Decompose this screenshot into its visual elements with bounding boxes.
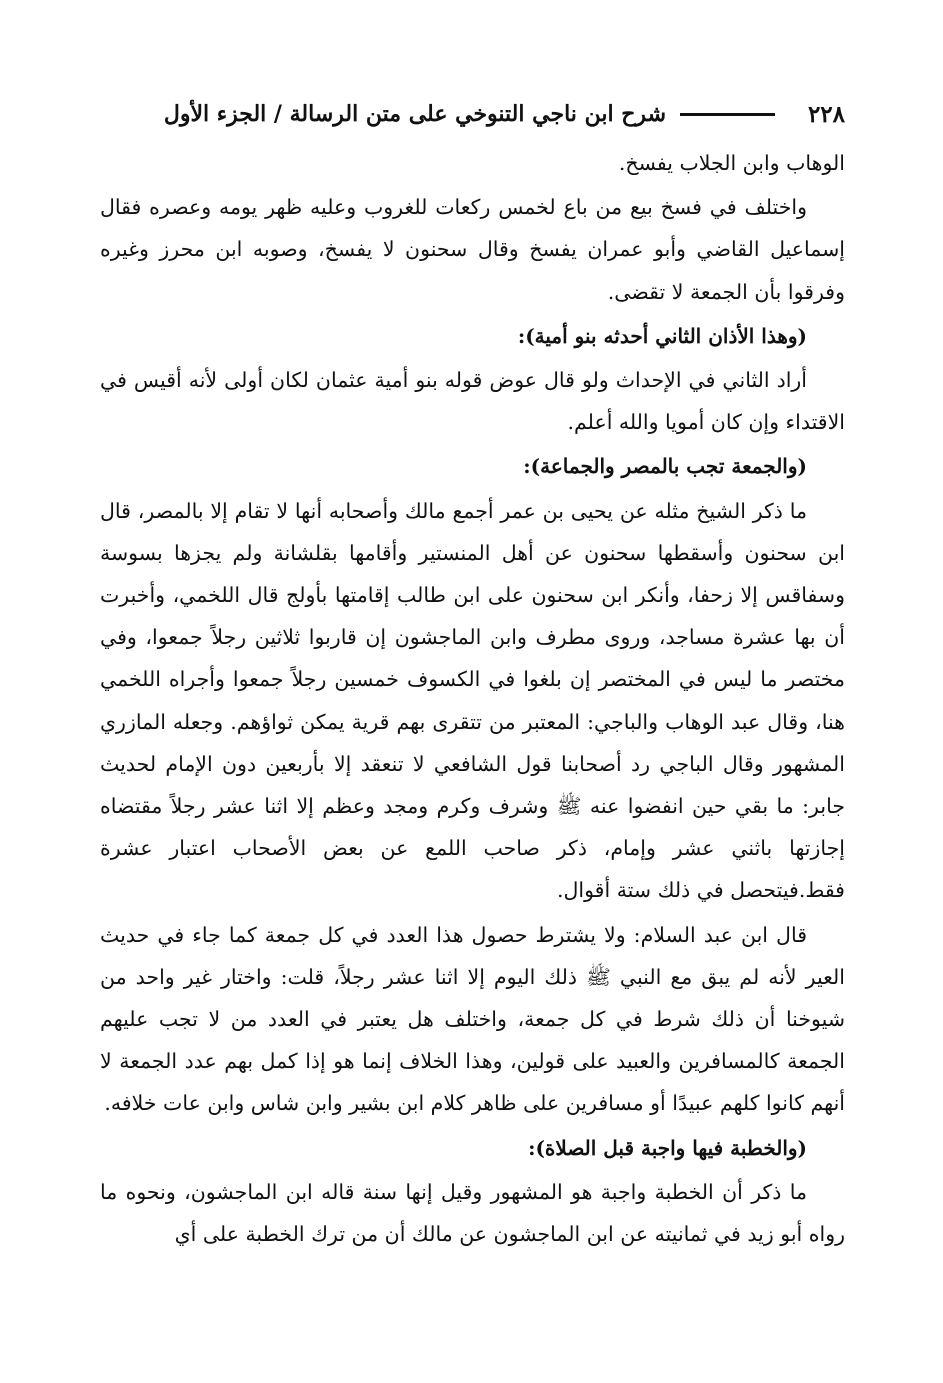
page-header (100, 94, 845, 134)
section-heading: (والجمعة تجب بالمصر والجماعة): (523, 454, 807, 479)
section-heading: (وهذا الأذان الثاني أحدثه بنو أمية): (517, 323, 807, 348)
paragraph: الوهاب وابن الجلاب يفسخ. (618, 151, 845, 175)
paragraph: واختلف في فسخ بيع من باع لخمس ركعات للغروب وعليه ظهر يومه وعصره فقال إسماعيل القاضي وأبو عمران يفسخ وقال سحنون لا يفسخ، وصوبه ابن محرز وغيره وفرقوا بأن الجمعة لا تقضى. (100, 195, 845, 304)
paragraph: ما ذكر الشيخ مثله عن يحيى بن عمر أجمع مالك وأصحابه أنها لا تقام إلا بالمصر، قال ابن سحنون وأسقطها سحنون عن أهل المنستير وأقامها بقلشانة ولم يجزها بسوسة وسفاقس إلا زحفا، وأنكر ابن سحنون على ابن طالب إقامتها بأولج قال اللخمي، وأخبرت أن بها عشرة مساجد، وروى مطرف وابن الماجشون إن قاربوا ثلاثين رجلاً جمعوا، وفي مختصر ما ليس في المختصر إن بلغوا في الكسوف خمسين رجلاً جمعوا وأجراه اللخمي هنا، وقال عبد الوهاب والباجي: المعتبر من تتقرى بهم قرية يمكن ثواؤهم. وجعله المازري المشهور وقال الباجي رد أصحابنا قول الشافعي لا تنعقد إلا بأربعين دون الإمام لحديث جابر: ما بقي حين انفضوا عنه ﷺ وشرف وكرم ومجد وعظم إلا اثنا عشر رجلاً مقتضاه إجازتها باثني عشر وإمام، ذكر صاحب اللمع عن بعض الأصحاب اعتبار عشرة فقط.فيتحصل في ذلك ستة أقوال. (100, 498, 845, 903)
page-body (100, 142, 845, 1257)
paragraph: قال ابن عبد السلام: ولا يشترط حصول هذا العدد في كل جمعة كما جاء في حديث العير لأنه لم يبق مع النبي ﷺ ذلك اليوم إلا اثنا عشر رجلاً، قلت: واختار غير واحد من شيوخنا أن ذلك شرط في كل جمعة، واختلف هل يعتبر في العدد من لا تجب عليهم الجمعة كالمسافرين والعبيد على قولين، وهذا الخلاف إنما هو إذا كمل بهم عدد الجمعة لا أنهم كانوا كلهم عبيدًا أو مسافرين على ظاهر كلام ابن بشير وابن شاس وابن عات خلافه. (100, 922, 845, 1116)
header-rule (680, 113, 775, 116)
paragraph: أراد الثاني في الإحداث ولو قال عوض قوله بنو أمية عثمان لكان أولى لأنه أقيس في الاقتداء وإن كان أمويا والله أعلم. (100, 368, 845, 435)
paragraph: ما ذكر أن الخطبة واجبة هو المشهور وقيل إنها سنة قاله ابن الماجشون، ونحوه ما رواه أبو زيد في ثمانيته عن ابن الماجشون عن مالك أن من ترك الخطبة على أي (100, 1179, 845, 1247)
section-heading: (والخطبة فيها واجبة قبل الصلاة): (528, 1135, 807, 1160)
page-number: ٢٢٨ (807, 100, 845, 128)
running-title: شرح ابن ناجي التنوخي على متن الرسالة / الجزء الأول (163, 101, 666, 127)
